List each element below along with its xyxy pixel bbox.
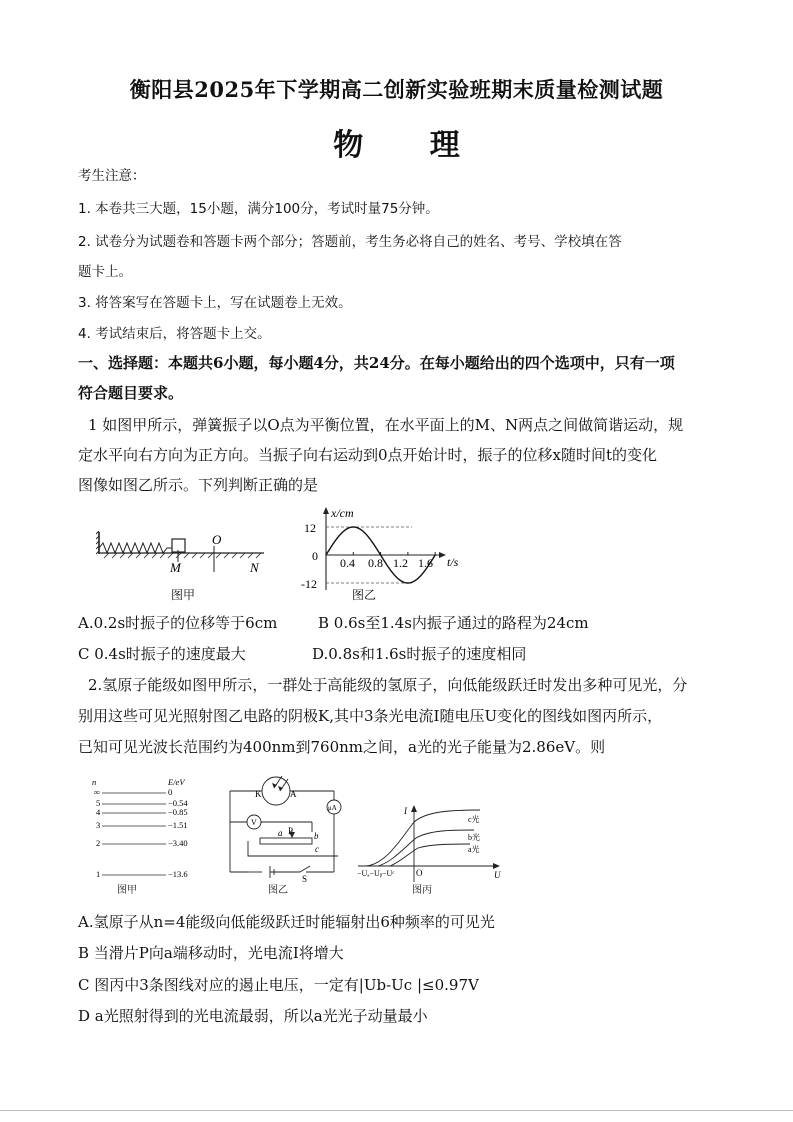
q2-fig-b-caption: 图乙: [268, 885, 288, 896]
q2-stem-line-1: 2.氢原子能级如图甲所示，一群处于高能级的氢原子，向低能级跃迁时发出多种可见光，分: [88, 676, 688, 694]
label-k: K: [255, 789, 262, 799]
label-p: P: [288, 826, 294, 836]
level-5-e: −0.54: [168, 798, 188, 808]
curve-c: [366, 810, 480, 866]
q2-fig-circuit: [218, 770, 346, 892]
label-n: N: [250, 560, 259, 575]
q2-stem-line-2: 别用这些可见光照射图乙电路的阴极K,其中3条光电流I随电压U变化的图线如图丙所示，: [78, 707, 663, 725]
q1-option-c: C 0.4s时振子的速度最大: [78, 645, 246, 663]
q2-option-a: A.氢原子从n=4能级向低能级跃迁时能辐射出6种频率的可见光: [78, 913, 495, 931]
level-2-e: −3.40: [168, 838, 188, 848]
label-end-b: b: [314, 831, 319, 841]
q2-fig-c-caption: 图丙: [412, 885, 432, 896]
label-c: c: [315, 844, 319, 854]
section1-heading-cont: 符合题目要求。: [78, 384, 184, 402]
y-tick-neg12: -12: [301, 577, 317, 591]
q1-option-d: D.0.8s和1.6s时振子的速度相同: [312, 645, 527, 663]
notice-heading: 考生注意：: [78, 168, 146, 184]
n-label: n: [92, 777, 97, 787]
x-tick-1: 0.4: [340, 556, 355, 570]
level-1-e: −13.6: [168, 869, 188, 879]
q1-fig-xt-graph: [296, 504, 472, 596]
stopping-voltage-ticks: −Uₐ−Uᵦ−Uᶜ: [357, 869, 395, 878]
x-axis-label: t/s: [447, 555, 459, 569]
i-axis-label: I: [404, 806, 407, 816]
level-1-n: 1: [96, 869, 101, 879]
label-microammeter: μA: [328, 804, 337, 812]
exam-title: 衡阳县2025年下学期高二创新实验班期末质量检测试题: [129, 77, 664, 102]
q1-stem-line-1: 1 如图甲所示，弹簧振子以O点为平衡位置，在水平面上的M、N两点之间做简谐运动，规: [88, 416, 684, 434]
level-4-e: −0.85: [168, 807, 188, 817]
q1-option-b: B 0.6s至1.4s内振子通过的路程为24cm: [318, 614, 589, 632]
label-m: M: [170, 560, 181, 575]
level-4-n: 4: [96, 807, 101, 817]
page-bottom-rule: [0, 1110, 793, 1111]
e-label: E/eV: [168, 777, 185, 787]
y-axis-label: x/cm: [331, 506, 354, 520]
curve-a-label: a光: [468, 845, 480, 854]
q2-option-b: B 当滑片P向a端移动时，光电流I将增大: [78, 944, 344, 962]
q1-fig-a-caption: 图甲: [171, 588, 196, 602]
q2-fig-a-caption: 图甲: [117, 885, 137, 896]
label-a: A: [290, 789, 297, 799]
curve-b-label: b光: [468, 833, 480, 842]
x-tick-4: 1.6: [418, 556, 433, 570]
y-tick-12: 12: [304, 521, 316, 535]
notice-item-1: 1. 本卷共三大题，15小题，满分100分，考试时量75分钟。: [78, 201, 439, 217]
origin-label: O: [416, 868, 423, 878]
label-switch-s: S: [302, 874, 308, 884]
q2-option-c: C 图丙中3条图线对应的遏止电压，一定有|Ub-Uc |≤0.97V: [78, 976, 479, 994]
subject-title: 物 理: [333, 128, 488, 163]
level-inf-e: 0: [168, 787, 173, 797]
notice-item-4: 4. 考试结束后，将答题卡上交。: [78, 326, 271, 342]
notice-item-2: 2. 试卷分为试题卷和答题卡两个部分；答题前，考生务必将自己的姓名、考号、学校填在答: [78, 234, 622, 250]
y-tick-0: 0: [312, 549, 318, 563]
curve-b: [378, 830, 474, 866]
q1-option-a: A.0.2s时振子的位移等于6cm: [78, 614, 278, 632]
q1-stem-line-3: 图像如图乙所示。下列判断正确的是: [78, 476, 319, 494]
level-inf-n: ∞: [94, 787, 101, 797]
level-3-n: 3: [96, 820, 101, 830]
q2-option-d: D a光照射得到的光电流最弱，所以a光光子动量最小: [78, 1007, 428, 1025]
notice-item-3: 3. 将答案写在答题卡上，写在试题卷上无效。: [78, 295, 352, 311]
x-tick-3: 1.2: [393, 556, 408, 570]
q1-fig-b-caption: 图乙: [352, 588, 377, 602]
level-5-n: 5: [96, 798, 101, 808]
q1-stem-line-2: 定水平向右方向为正方向。当振子向右运动到0点开始计时，振子的位移x随时间t的变化: [78, 446, 658, 464]
curve-c-label: c光: [468, 815, 480, 824]
q2-fig-energy-levels: [88, 776, 206, 894]
u-axis-label: U: [494, 870, 501, 880]
label-end-a: a: [278, 828, 283, 838]
label-o: O: [212, 532, 222, 547]
q2-stem-line-3: 已知可见光波长范围约为400nm到760nm之间，a光的光子能量为2.86eV。则: [78, 738, 606, 756]
level-3-e: −1.51: [168, 820, 188, 830]
q2-fig-iu-curves: [356, 800, 508, 890]
notice-item-2-cont: 题卡上。: [78, 264, 132, 280]
x-tick-2: 0.8: [368, 556, 383, 570]
section1-heading: 一、选择题：本题共6小题，每小题4分，共24分。在每小题给出的四个选项中，只有一项: [78, 354, 675, 372]
level-2-n: 2: [96, 838, 101, 848]
label-voltmeter: V: [251, 818, 257, 827]
curve-a: [390, 844, 470, 866]
